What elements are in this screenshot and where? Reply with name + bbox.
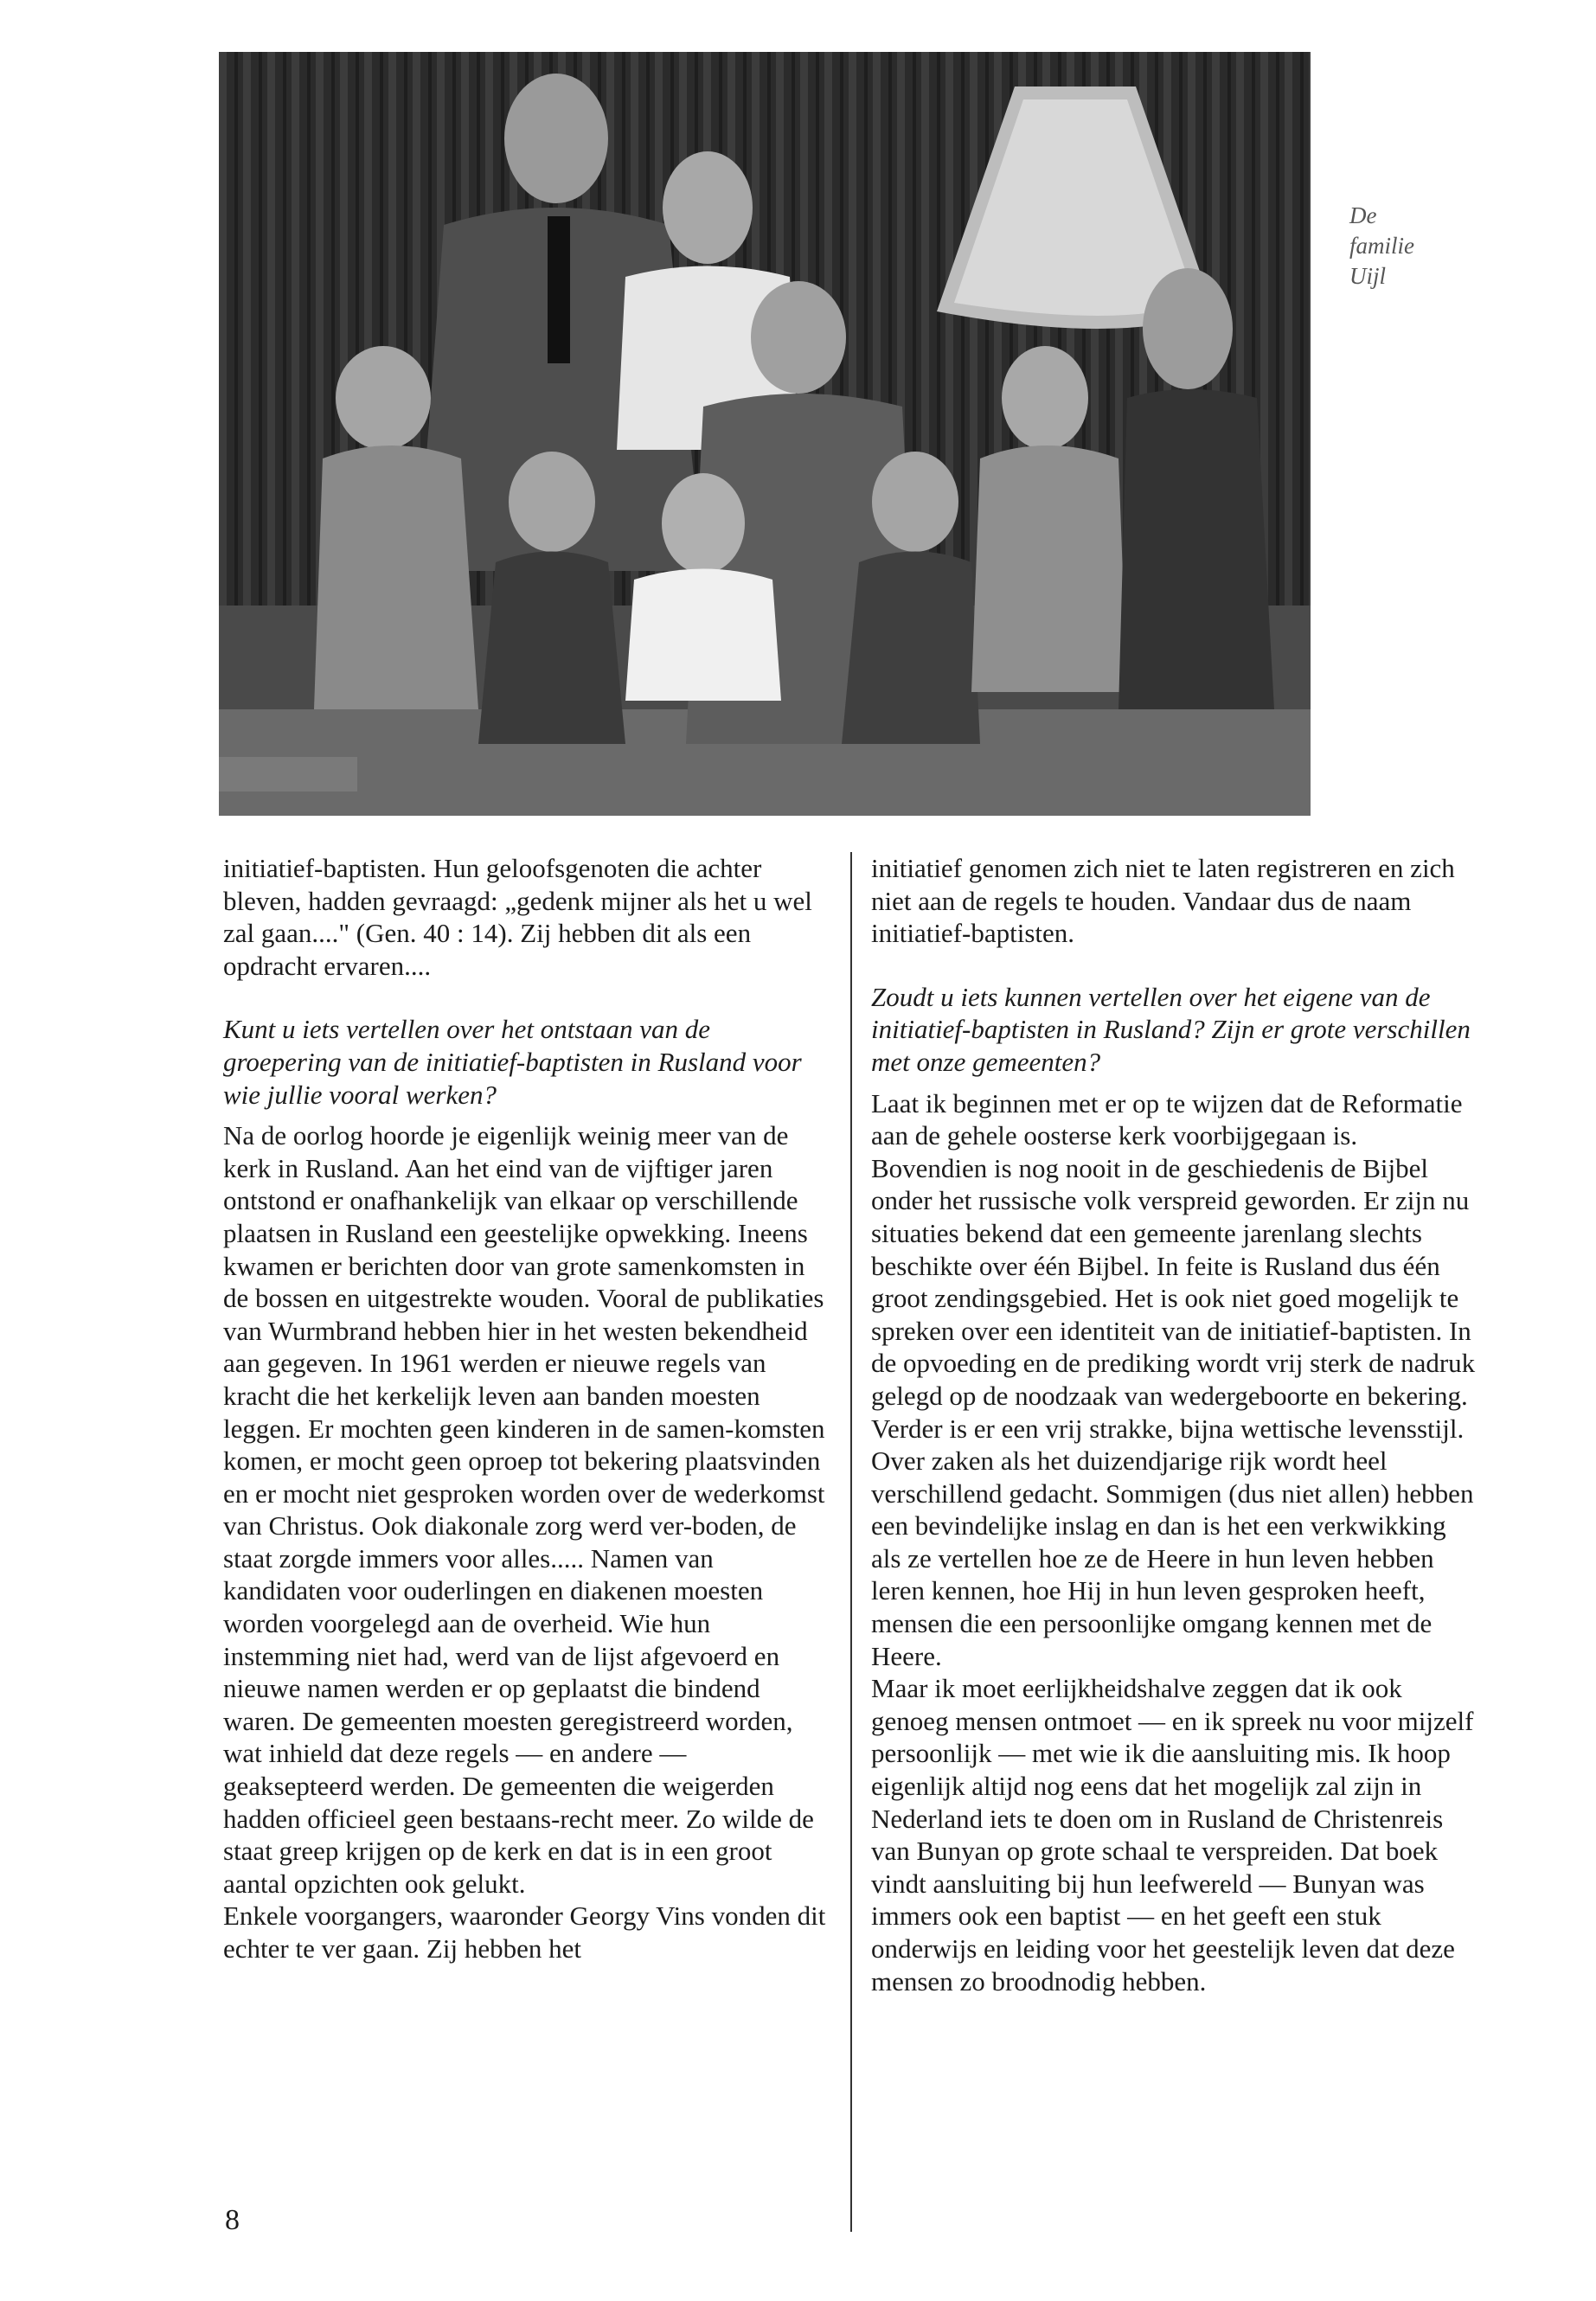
paragraph: initiatief-baptisten. Hun geloofsgenoten die achter bleven, hadden gevraagd: „gedenk mijner als het u wel zal gaan...." (Gen. 40 : 14). Zij hebben dit als een opdracht ervaren.... xyxy=(223,853,812,981)
paragraph: Enkele voorgangers, waaronder Georgy Vins vonden dit echter te ver gaan. Zij hebben het xyxy=(223,1900,826,1964)
interview-question: Kunt u iets vertellen over het ontstaan van de groepering van de initiatief-baptisten in Rusland voor wie jullie vooral werken? xyxy=(223,1014,802,1110)
caption-line: familie xyxy=(1349,233,1414,259)
family-photo xyxy=(219,52,1311,816)
paragraph: initiatief genomen zich niet te laten registreren en zich niet aan de regels te houden. Vandaar dus de naam initiatief-baptisten. xyxy=(871,853,1455,949)
paragraph: Maar ik moet eerlijkheidshalve zeggen dat ik ook genoeg mensen ontmoet — en ik spreek nu voor mijzelf persoonlijk — met wie ik die aansluiting mis. Ik hoop eigenlijk altijd nog eens dat het mogelijk zal zijn in Nederland iets te doen om in Rusland de Christenreis van Bunyan op grote schaal te verspreiden. Dat boek vindt aansluiting bij hun leefwereld — Bunyan was immers ook een baptist — en het geeft een stuk onderwijs en leiding voor het geestelijk leven dat deze mensen zo broodnodig hebben. xyxy=(871,1673,1474,1997)
caption-line: Uijl xyxy=(1349,263,1387,289)
page-number: 8 xyxy=(225,2204,240,2236)
paragraph: Laat ik beginnen met er op te wijzen dat de Reformatie aan de gehele oosterse kerk voorbijgegaan is. Bovendien is nog nooit in de geschiedenis de Bijbel onder het russische volk verspreid geworden. Er zijn nu situaties bekend dat een gemeente jarenlang slechts beschikte over één Bijbel. In feite is Rusland dus één groot zendingsgebied. Het is ook niet goed mogelijk te spreken over een identiteit van de initiatief-baptisten. In de opvoeding en de prediking wordt vrij sterk de nadruk gelegd op de noodzaak van wedergeboorte en bekering. Verder is er een vrij strakke, bijna wettische levensstijl. Over zaken als het duizendjarige rijk wordt heel verschillend gedacht. Sommigen (dus niet allen) hebben een bevindelijke inslag en dan is het een verkwikking als ze vertellen hoe ze de Heere in hun leven hebben leren kennen, hoe Hij in hun leven gesproken heeft, mensen die een persoonlijke omgang kennen met de Heere. xyxy=(871,1087,1476,1671)
interview-question: Zoudt u iets kunnen vertellen over het eigene van de initiatief-baptisten in Rusland? Zijn er grote verschillen met onze gemeenten? xyxy=(871,981,1471,1077)
right-column xyxy=(871,852,1477,1997)
column-divider xyxy=(850,852,852,2232)
caption-line: De xyxy=(1349,202,1377,228)
paragraph: Na de oorlog hoorde je eigenlijk weinig meer van de kerk in Rusland. Aan het eind van de vijftiger jaren ontstond er onafhankelijk van elkaar op verschillende plaatsen in Rusland een geestelijke opwekking. Ineens kwamen er berichten door van grote samenkomsten in de bossen en uitgestrekte wouden. Vooral de publikaties van Wurmbrand hebben hier in het westen bekendheid aan gegeven. In 1961 werden er nieuwe regels van kracht die het kerkelijk leven aan banden moesten leggen. Er mochten geen kinderen in de samen-komsten komen, er mocht geen oproep tot bekering plaatsvinden en er mocht niet gesproken worden over de wederkomst van Christus. Ook diakonale zorg werd ver-boden, de staat zorgde immers voor alles..... Namen van kandidaten voor ouderlingen en diakenen moesten worden voorgelegd aan de overheid. Wie hun instemming niet had, werd van de lijst afgevoerd en nieuwe namen werden er op geplaatst die bindend waren. De gemeenten moesten geregistreerd worden, wat inhield dat deze regels — en andere — geaksepteerd werden. De gemeenten die weigerden hadden officieel geen bestaans-recht meer. Zo wilde de staat greep krijgen op de kerk en dat is in een groot aantal opzichten ook gelukt. xyxy=(223,1120,825,1899)
left-column xyxy=(223,852,829,1965)
photo-caption xyxy=(1349,201,1414,292)
family-photo-icon xyxy=(219,52,1311,816)
